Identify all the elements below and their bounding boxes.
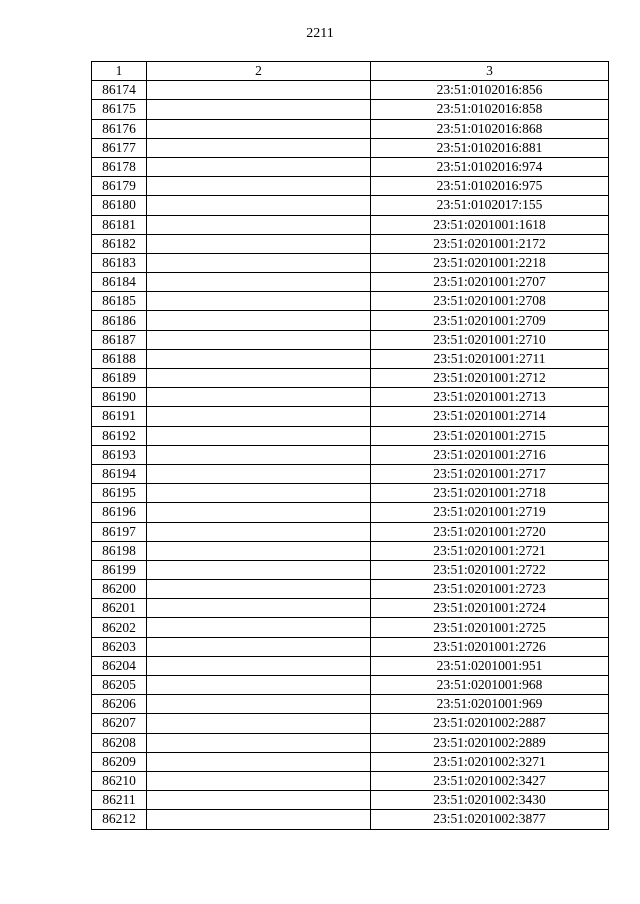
table-row bbox=[92, 273, 609, 292]
row-number-cell: 86199 bbox=[92, 560, 147, 579]
row-number-cell: 86188 bbox=[92, 349, 147, 368]
cadastral-number-cell: 23:51:0201001:2218 bbox=[371, 253, 609, 272]
row-number-cell: 86197 bbox=[92, 522, 147, 541]
row-blank-cell bbox=[147, 656, 371, 675]
row-blank-cell bbox=[147, 81, 371, 100]
table-row bbox=[92, 484, 609, 503]
row-blank-cell bbox=[147, 157, 371, 176]
cadastral-number-cell: 23:51:0201001:2722 bbox=[371, 560, 609, 579]
row-blank-cell bbox=[147, 810, 371, 829]
column-header-1: 1 bbox=[92, 62, 147, 81]
row-blank-cell bbox=[147, 234, 371, 253]
table-row bbox=[92, 445, 609, 464]
table-row bbox=[92, 253, 609, 272]
row-blank-cell bbox=[147, 253, 371, 272]
table-body bbox=[92, 81, 609, 829]
cadastral-number-cell: 23:51:0102016:881 bbox=[371, 138, 609, 157]
cadastral-number-cell: 23:51:0201001:2711 bbox=[371, 349, 609, 368]
table-row bbox=[92, 234, 609, 253]
table-row bbox=[92, 292, 609, 311]
cadastral-number-cell: 23:51:0201001:2714 bbox=[371, 407, 609, 426]
cadastral-number-cell: 23:51:0201001:2726 bbox=[371, 637, 609, 656]
table-row bbox=[92, 714, 609, 733]
cadastral-number-cell: 23:51:0102016:868 bbox=[371, 119, 609, 138]
cadastral-number-cell: 23:51:0201001:2718 bbox=[371, 484, 609, 503]
row-blank-cell bbox=[147, 445, 371, 464]
column-header-3: 3 bbox=[371, 62, 609, 81]
row-blank-cell bbox=[147, 522, 371, 541]
table-row bbox=[92, 311, 609, 330]
cadastral-number-cell: 23:51:0201001:2715 bbox=[371, 426, 609, 445]
table-row bbox=[92, 695, 609, 714]
table-row bbox=[92, 196, 609, 215]
cadastral-number-cell: 23:51:0201001:2707 bbox=[371, 273, 609, 292]
row-number-cell: 86184 bbox=[92, 273, 147, 292]
cadastral-number-cell: 23:51:0201002:2887 bbox=[371, 714, 609, 733]
cadastral-number-cell: 23:51:0201002:3427 bbox=[371, 771, 609, 790]
row-number-cell: 86185 bbox=[92, 292, 147, 311]
row-number-cell: 86207 bbox=[92, 714, 147, 733]
row-blank-cell bbox=[147, 426, 371, 445]
row-blank-cell bbox=[147, 752, 371, 771]
table-row bbox=[92, 771, 609, 790]
row-number-cell: 86190 bbox=[92, 388, 147, 407]
row-blank-cell bbox=[147, 177, 371, 196]
row-number-cell: 86203 bbox=[92, 637, 147, 656]
row-number-cell: 86182 bbox=[92, 234, 147, 253]
row-number-cell: 86176 bbox=[92, 119, 147, 138]
cadastral-number-cell: 23:51:0201001:2721 bbox=[371, 541, 609, 560]
table-row bbox=[92, 81, 609, 100]
table-row bbox=[92, 388, 609, 407]
table-row bbox=[92, 349, 609, 368]
cadastral-number-cell: 23:51:0201001:2712 bbox=[371, 369, 609, 388]
row-number-cell: 86202 bbox=[92, 618, 147, 637]
page-number: 2211 bbox=[306, 26, 334, 41]
row-blank-cell bbox=[147, 541, 371, 560]
cadastral-number-cell: 23:51:0102016:858 bbox=[371, 100, 609, 119]
table-row bbox=[92, 752, 609, 771]
row-blank-cell bbox=[147, 791, 371, 810]
table-row bbox=[92, 580, 609, 599]
cadastral-number-cell: 23:51:0102017:155 bbox=[371, 196, 609, 215]
column-header-2: 2 bbox=[147, 62, 371, 81]
cadastral-number-cell: 23:51:0201001:2708 bbox=[371, 292, 609, 311]
row-number-cell: 86191 bbox=[92, 407, 147, 426]
cadastral-number-cell: 23:51:0201001:951 bbox=[371, 656, 609, 675]
row-number-cell: 86193 bbox=[92, 445, 147, 464]
row-blank-cell bbox=[147, 330, 371, 349]
row-blank-cell bbox=[147, 618, 371, 637]
row-blank-cell bbox=[147, 714, 371, 733]
table-row bbox=[92, 503, 609, 522]
row-number-cell: 86181 bbox=[92, 215, 147, 234]
row-blank-cell bbox=[147, 676, 371, 695]
table-row bbox=[92, 330, 609, 349]
row-number-cell: 86206 bbox=[92, 695, 147, 714]
cadastral-number-cell: 23:51:0201001:2724 bbox=[371, 599, 609, 618]
cadastral-number-cell: 23:51:0201001:1618 bbox=[371, 215, 609, 234]
cadastral-number-cell: 23:51:0201001:2725 bbox=[371, 618, 609, 637]
row-number-cell: 86180 bbox=[92, 196, 147, 215]
row-number-cell: 86195 bbox=[92, 484, 147, 503]
row-number-cell: 86178 bbox=[92, 157, 147, 176]
row-blank-cell bbox=[147, 119, 371, 138]
table-row bbox=[92, 560, 609, 579]
row-blank-cell bbox=[147, 771, 371, 790]
row-blank-cell bbox=[147, 196, 371, 215]
cadastral-number-cell: 23:51:0201001:969 bbox=[371, 695, 609, 714]
table-row bbox=[92, 464, 609, 483]
row-number-cell: 86204 bbox=[92, 656, 147, 675]
row-blank-cell bbox=[147, 100, 371, 119]
row-number-cell: 86210 bbox=[92, 771, 147, 790]
registry-table bbox=[91, 61, 609, 830]
table-row bbox=[92, 656, 609, 675]
row-number-cell: 86208 bbox=[92, 733, 147, 752]
cadastral-number-cell: 23:51:0201001:2716 bbox=[371, 445, 609, 464]
row-blank-cell bbox=[147, 580, 371, 599]
cadastral-number-cell: 23:51:0201001:2172 bbox=[371, 234, 609, 253]
row-blank-cell bbox=[147, 349, 371, 368]
header-row bbox=[92, 62, 609, 81]
table-row bbox=[92, 599, 609, 618]
cadastral-number-cell: 23:51:0201001:968 bbox=[371, 676, 609, 695]
row-number-cell: 86174 bbox=[92, 81, 147, 100]
row-number-cell: 86183 bbox=[92, 253, 147, 272]
row-number-cell: 86175 bbox=[92, 100, 147, 119]
row-blank-cell bbox=[147, 484, 371, 503]
row-number-cell: 86205 bbox=[92, 676, 147, 695]
cadastral-number-cell: 23:51:0201001:2710 bbox=[371, 330, 609, 349]
row-number-cell: 86196 bbox=[92, 503, 147, 522]
row-blank-cell bbox=[147, 733, 371, 752]
table-row bbox=[92, 100, 609, 119]
row-number-cell: 86212 bbox=[92, 810, 147, 829]
row-number-cell: 86179 bbox=[92, 177, 147, 196]
row-blank-cell bbox=[147, 292, 371, 311]
row-blank-cell bbox=[147, 503, 371, 522]
cadastral-number-cell: 23:51:0201001:2719 bbox=[371, 503, 609, 522]
row-blank-cell bbox=[147, 311, 371, 330]
row-number-cell: 86194 bbox=[92, 464, 147, 483]
row-number-cell: 86189 bbox=[92, 369, 147, 388]
cadastral-number-cell: 23:51:0102016:974 bbox=[371, 157, 609, 176]
table-row bbox=[92, 541, 609, 560]
row-number-cell: 86200 bbox=[92, 580, 147, 599]
row-blank-cell bbox=[147, 273, 371, 292]
row-number-cell: 86177 bbox=[92, 138, 147, 157]
row-blank-cell bbox=[147, 369, 371, 388]
row-blank-cell bbox=[147, 138, 371, 157]
table-row bbox=[92, 791, 609, 810]
cadastral-number-cell: 23:51:0201002:3430 bbox=[371, 791, 609, 810]
table-row bbox=[92, 215, 609, 234]
table-row bbox=[92, 369, 609, 388]
row-number-cell: 86198 bbox=[92, 541, 147, 560]
row-number-cell: 86192 bbox=[92, 426, 147, 445]
row-blank-cell bbox=[147, 407, 371, 426]
table-row bbox=[92, 676, 609, 695]
cadastral-number-cell: 23:51:0201002:2889 bbox=[371, 733, 609, 752]
cadastral-number-cell: 23:51:0201002:3271 bbox=[371, 752, 609, 771]
table-header bbox=[92, 62, 609, 81]
table-row bbox=[92, 177, 609, 196]
row-blank-cell bbox=[147, 464, 371, 483]
row-blank-cell bbox=[147, 695, 371, 714]
row-blank-cell bbox=[147, 215, 371, 234]
cadastral-number-cell: 23:51:0102016:856 bbox=[371, 81, 609, 100]
table-row bbox=[92, 407, 609, 426]
table-row bbox=[92, 522, 609, 541]
table-row bbox=[92, 733, 609, 752]
row-number-cell: 86201 bbox=[92, 599, 147, 618]
table-row bbox=[92, 618, 609, 637]
cadastral-number-cell: 23:51:0201001:2723 bbox=[371, 580, 609, 599]
cadastral-number-cell: 23:51:0201001:2713 bbox=[371, 388, 609, 407]
row-number-cell: 86211 bbox=[92, 791, 147, 810]
cadastral-number-cell: 23:51:0201001:2717 bbox=[371, 464, 609, 483]
cadastral-number-cell: 23:51:0201001:2720 bbox=[371, 522, 609, 541]
row-number-cell: 86187 bbox=[92, 330, 147, 349]
cadastral-number-cell: 23:51:0201002:3877 bbox=[371, 810, 609, 829]
table-row bbox=[92, 426, 609, 445]
table-row bbox=[92, 157, 609, 176]
row-blank-cell bbox=[147, 599, 371, 618]
table-row bbox=[92, 138, 609, 157]
table-row bbox=[92, 810, 609, 829]
cadastral-number-cell: 23:51:0102016:975 bbox=[371, 177, 609, 196]
cadastral-number-cell: 23:51:0201001:2709 bbox=[371, 311, 609, 330]
table-row bbox=[92, 119, 609, 138]
table-row bbox=[92, 637, 609, 656]
row-number-cell: 86186 bbox=[92, 311, 147, 330]
row-blank-cell bbox=[147, 637, 371, 656]
row-number-cell: 86209 bbox=[92, 752, 147, 771]
row-blank-cell bbox=[147, 388, 371, 407]
row-blank-cell bbox=[147, 560, 371, 579]
